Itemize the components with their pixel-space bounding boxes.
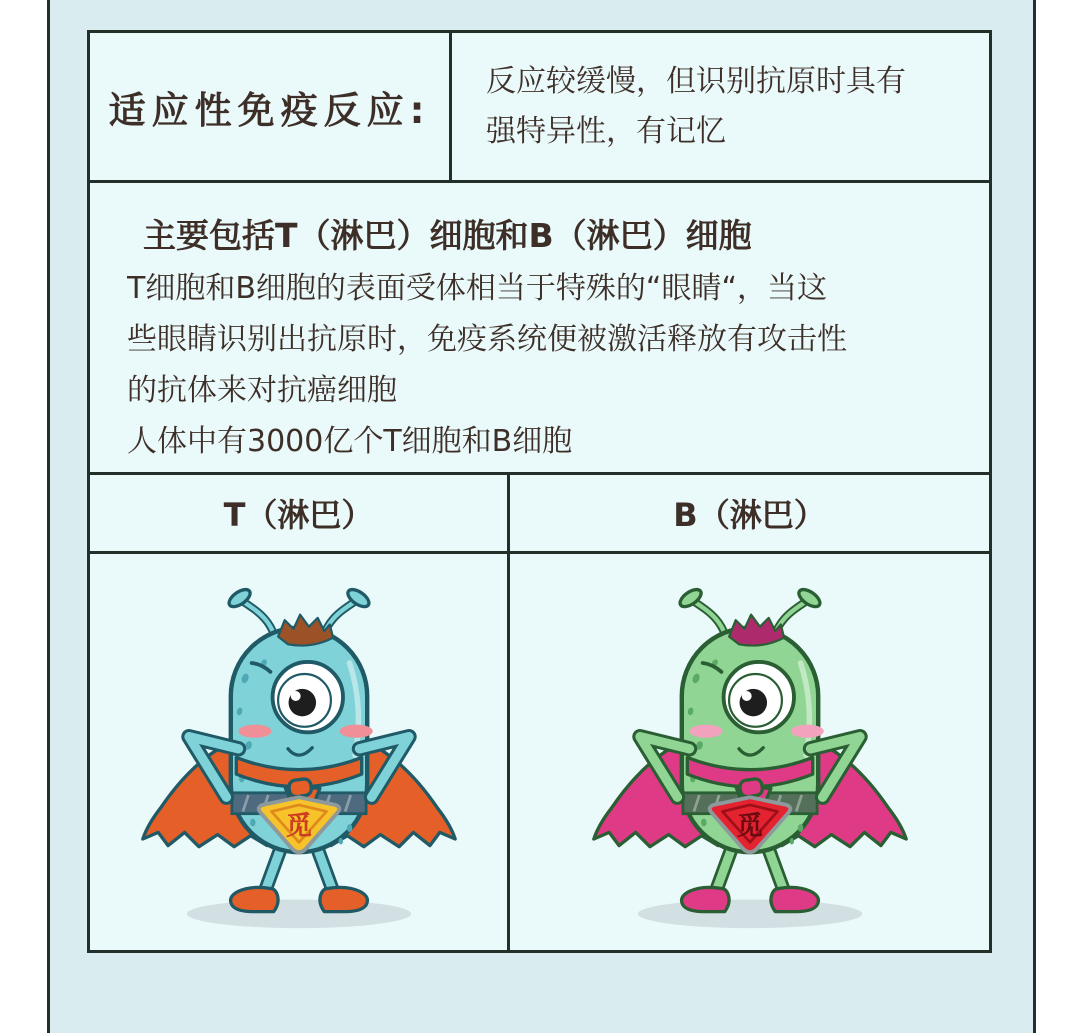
table-row-headers (90, 475, 989, 554)
title-cell (90, 33, 452, 180)
t-cell-illustration-cell (90, 554, 510, 950)
t-cell-header: T（淋巴） (90, 475, 510, 551)
body-line: T细胞和B细胞的表面受体相当于特殊的“眼睛“，当这 (127, 271, 827, 306)
badge-glyph: 觅 (285, 810, 312, 842)
section-body (127, 263, 961, 467)
description-cell (452, 33, 989, 180)
mascot-figure (142, 586, 454, 928)
page-title: 适应性免疫反应: (108, 88, 431, 132)
section-heading: 主要包括T（淋巴）细胞和B（淋巴）细胞 (143, 216, 752, 255)
badge-glyph: 觅 (736, 810, 763, 842)
b-lymphocyte-mascot (585, 564, 915, 938)
table-row-illustrations (90, 554, 989, 950)
body-line: 的抗体来对抗癌细胞 (127, 373, 397, 408)
b-cell-illustration-cell (510, 554, 989, 950)
b-cell-header: B（淋巴） (673, 496, 826, 534)
immune-response-table (87, 30, 992, 953)
table-row-definition (90, 33, 989, 183)
description-line: 强特异性，有记忆 (486, 113, 726, 149)
mascot-figure (593, 586, 905, 928)
description-line: 反应较缓慢，但识别抗原时具有 (486, 63, 906, 99)
table-row-details (90, 183, 989, 475)
infographic-panel (47, 0, 1036, 1033)
body-line: 人体中有3000亿个T细胞和B细胞 (127, 424, 573, 459)
t-lymphocyte-mascot (134, 564, 464, 938)
body-line: 些眼睛识别出抗原时，免疫系统便被激活释放有攻击性 (127, 322, 847, 357)
